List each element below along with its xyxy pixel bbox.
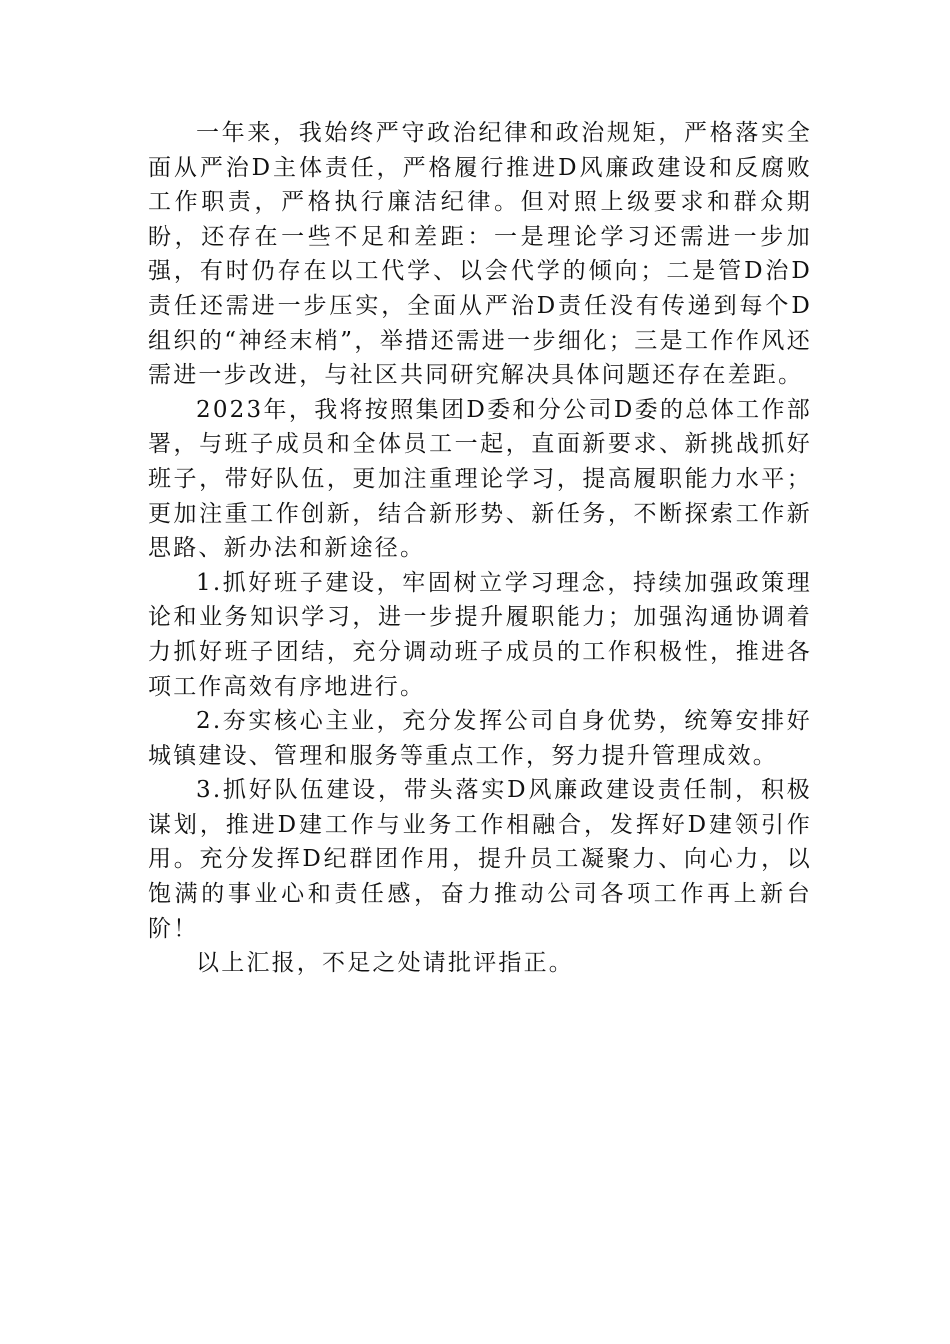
paragraph-item-2: 2.夯实核心主业，充分发挥公司自身优势，统筹安排好城镇建设、管理和服务等重点工作，努力提升管理成效。 — [148, 708, 812, 769]
paragraph-2023-plan: 2023年，我将按照集团D委和分公司D委的总体工作部署，与班子成员和全体员工一起，直面新要求、新挑战抓好班子，带好队伍，更加注重理论学习，提高履职能力水平；更加注重工作创新，结合新形势、新任务，不断探索工作新思路、新办法和新途径。 — [148, 396, 812, 562]
paragraph-item-3: 3.抓好队伍建设，带头落实D风廉政建设责任制，积极谋划，推进D建工作与业务工作相融合，发挥好D建领引作用。充分发挥D纪群团作用，提升员工凝聚力、向心力，以饱满的事业心和责任感，奋力推动公司各项工作再上新台阶！ — [148, 777, 812, 942]
document-body — [148, 116, 812, 981]
paragraph-closing: 以上汇报，不足之处请批评指正。 — [196, 950, 574, 977]
paragraph-self-assessment: 一年来，我始终严守政治纪律和政治规矩，严格落实全面从严治D主体责任，严格履行推进D风廉政建设和反腐败工作职责，严格执行廉洁纪律。但对照上级要求和群众期盼，还存在一些不足和差距：一是理论学习还需进一步加强，有时仍存在以工代学、以会代学的倾向；二是管D治D责任还需进一步压实，全面从严治D责任没有传递到每个D组织的“神经末梢”，举措还需进一步细化；三是工作作风还需进一步改进，与社区共同研究解决具体问题还存在差距。 — [148, 120, 812, 389]
paragraph-item-1: 1.抓好班子建设，牢固树立学习理念，持续加强政策理论和业务知识学习，进一步提升履职能力；加强沟通协调着力抓好班子团结，充分调动班子成员的工作积极性，推进各项工作高效有序地进行。 — [148, 569, 812, 700]
